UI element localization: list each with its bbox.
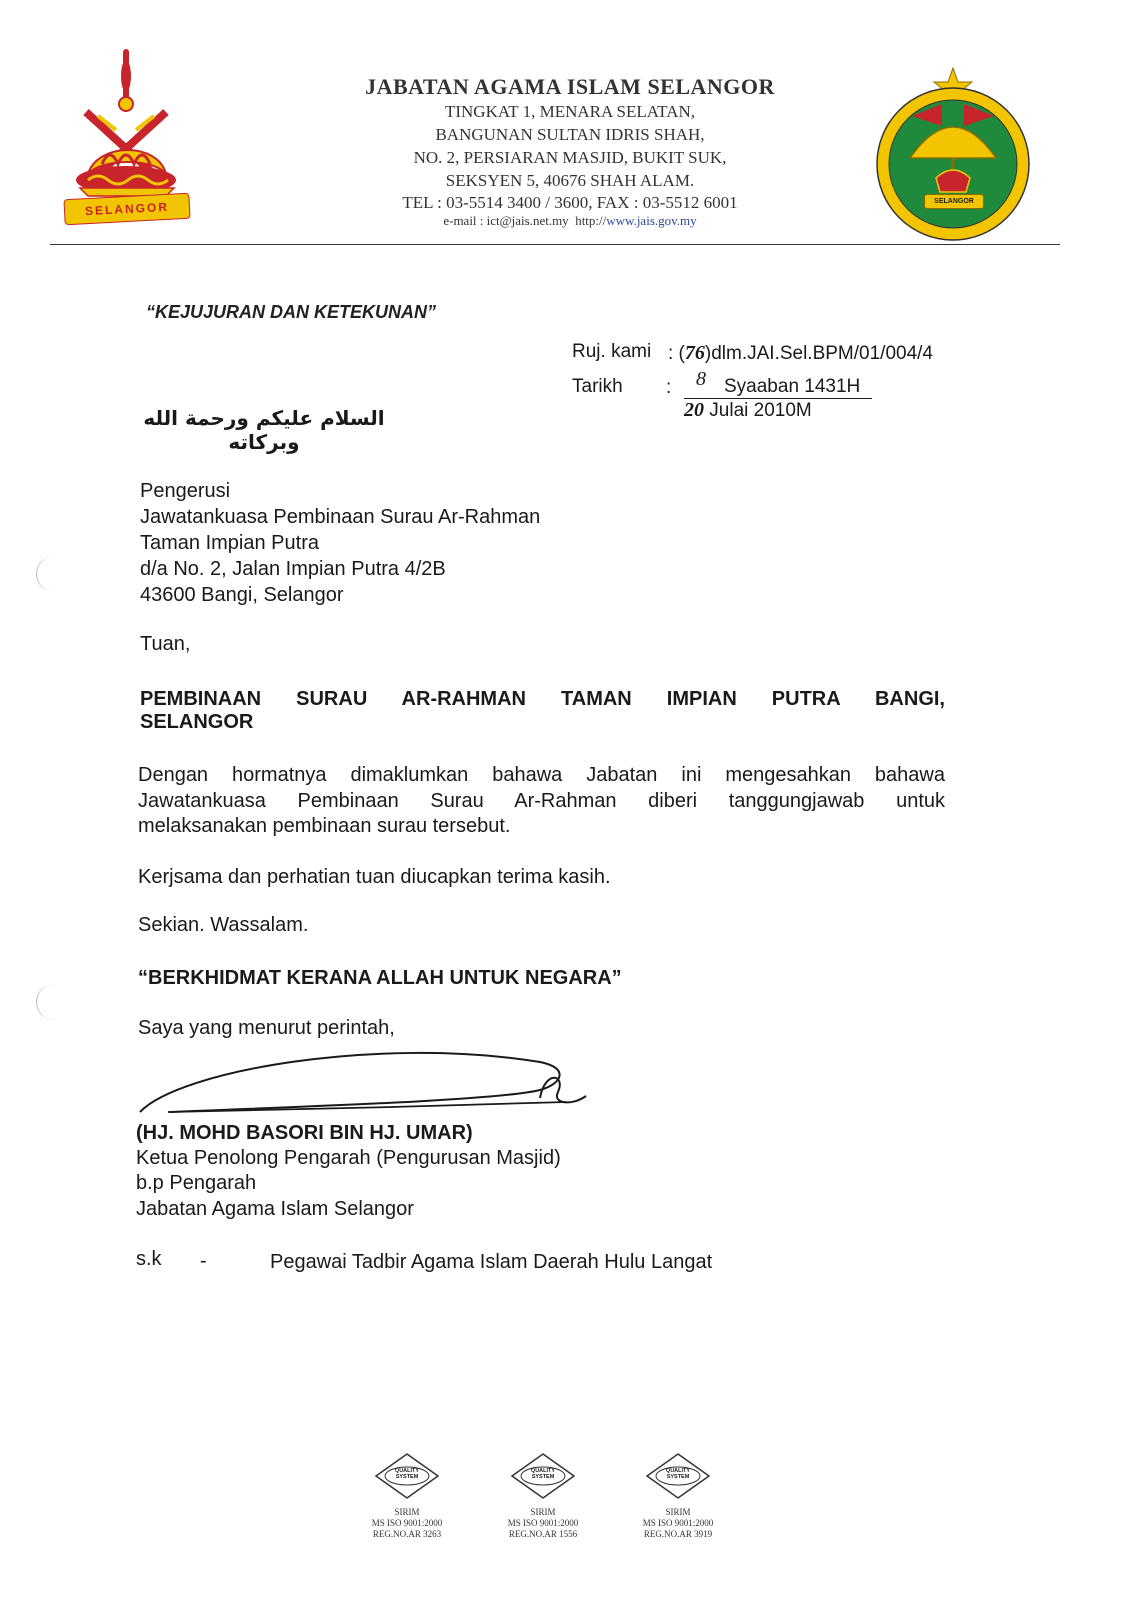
signatory-name: (HJ. MOHD BASORI BIN HJ. UMAR) (136, 1122, 473, 1144)
date-hijri-line (684, 368, 872, 399)
punch-hole-mark (36, 556, 73, 592)
iso-mark-3 (637, 1452, 719, 1540)
iso-line3-1: REG.NO.AR 3263 (372, 1529, 442, 1539)
body-p1-line-1: Dengan hormatnya dimaklumkan bahawa Jabatan ini mengesahkan bahawa (138, 764, 945, 786)
body-p1-line-3: melaksanakan pembinaan surau tersebut. (138, 815, 511, 837)
iso-mark-1 (366, 1452, 448, 1540)
recipient-line-2: Jawatankuasa Pembinaan Surau Ar-Rahman (140, 506, 541, 528)
email-link[interactable]: ict@jais.net.my (486, 213, 569, 228)
iso-mark-2 (502, 1452, 584, 1540)
iso-badge-text-2: QUALITY SYSTEM (530, 1468, 556, 1480)
date-hijri: Syaaban 1431H (724, 376, 861, 397)
cc-dash: - (200, 1250, 207, 1272)
selangor-crest-emblem (58, 46, 198, 230)
iso-line3-2: REG.NO.AR 1556 (508, 1529, 578, 1539)
body-p1-line-2: Jawatankuasa Pembinaan Surau Ar-Rahman diberi tanggungjawab untuk (138, 790, 945, 812)
reference-value (668, 340, 933, 367)
closing-motto: “BERKHIDMAT KERANA ALLAH UNTUK NEGARA” (138, 967, 622, 989)
iso-line2-1: MS ISO 9001:2000 (371, 1518, 443, 1528)
signatory-bp: b.p Pengarah (136, 1172, 257, 1194)
iso-badge-text-3: QUALITY SYSTEM (665, 1468, 691, 1480)
cc-value: Pegawai Tadbir Agama Islam Daerah Hulu Langat (270, 1251, 713, 1273)
tarikh-separator: : (666, 377, 672, 398)
web-label: http:// (575, 213, 607, 228)
tarikh-label: Tarikh (572, 376, 623, 397)
address-line-2: BANGUNAN SULTAN IDRIS SHAH, (435, 125, 705, 144)
reference-suffix: )dlm.JAI.Sel.BPM/01/004/4 (704, 343, 933, 364)
address-line-4: SEKSYEN 5, 40676 SHAH ALAM. (445, 171, 695, 190)
subject-line-2: SELANGOR (140, 711, 254, 733)
signatory-title: Ketua Penolong Pengarah (Pengurusan Masjid) (136, 1147, 561, 1169)
body-p2: Kerjsama dan perhatian tuan diucapkan terima kasih. (138, 866, 611, 888)
iso-line2-3: MS ISO 9001:2000 (642, 1518, 714, 1528)
iso-line2-2: MS ISO 9001:2000 (507, 1518, 579, 1528)
arabic-greeting: السلام عليكم ورحمة الله وبركاته (143, 406, 385, 454)
selangor-banner-text: SELANGOR (84, 199, 170, 219)
tel-fax-line: TEL : 03-5514 3400 / 3600, FAX : 03-5512 6001 (402, 193, 738, 212)
reference-handwritten-number: 76 (684, 342, 705, 364)
signatory-dept: Jabatan Agama Islam Selangor (136, 1198, 414, 1220)
date-gregorian-line (684, 399, 812, 422)
handwritten-signature (120, 1040, 600, 1130)
website-link[interactable]: www.jais.gov.my (606, 213, 697, 228)
iso-line3-3: REG.NO.AR 3919 (643, 1529, 713, 1539)
header-divider (50, 244, 1060, 245)
recipient-line-4: d/a No. 2, Jalan Impian Putra 4/2B (140, 558, 446, 580)
date-gregorian: Julai 2010M (709, 400, 812, 421)
recipient-line-1: Pengerusi (140, 480, 231, 502)
recipient-line-5: 43600 Bangi, Selangor (140, 584, 344, 606)
date-greg-day: 20 (684, 399, 704, 421)
jais-seal-emblem (872, 66, 1034, 242)
org-title: JABATAN AGAMA ISLAM SELANGOR (365, 74, 775, 99)
cc-label: s.k (136, 1248, 162, 1270)
iso-line1-3: SIRIM (665, 1507, 691, 1517)
salutation: Tuan, (140, 633, 191, 655)
recipient-line-3: Taman Impian Putra (140, 532, 319, 554)
email-label: e-mail : (443, 213, 487, 228)
address-line-3: NO. 2, PERSIARAN MASJID, BUKIT SUK, (413, 148, 727, 167)
iso-badge-text-1: QUALITY SYSTEM (394, 1468, 420, 1480)
recipient-block (140, 478, 540, 608)
motto-kejujuran: “KEJUJURAN DAN KETEKUNAN” (146, 302, 437, 322)
body-p3: Sekian. Wassalam. (138, 914, 309, 936)
punch-hole-mark (36, 984, 73, 1020)
subject-line-1: PEMBINAAN SURAU AR-RAHMAN TAMAN IMPIAN PUTRA BANGI, (140, 688, 945, 710)
seal-banner-text: SELANGOR (924, 194, 984, 209)
date-hijri-day: 8 (696, 368, 706, 390)
iso-line1-2: SIRIM (530, 1507, 556, 1517)
reference-label: Ruj. kami (572, 341, 652, 362)
iso-line1-1: SIRIM (394, 1507, 420, 1517)
signoff: Saya yang menurut perintah, (138, 1017, 395, 1039)
reference-prefix: : ( (668, 343, 685, 364)
address-line-1: TINGKAT 1, MENARA SELATAN, (444, 102, 696, 121)
contact-line (300, 213, 840, 229)
